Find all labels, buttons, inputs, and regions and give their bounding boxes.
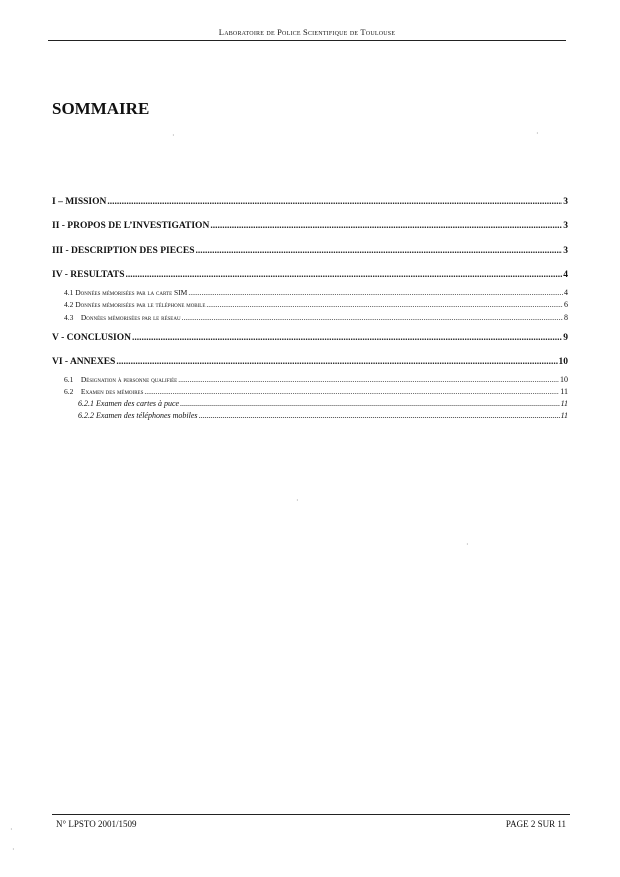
toc-page-number: 4: [563, 270, 568, 280]
toc-entry-label: 6.2.2 Examen des téléphones mobiles: [78, 411, 198, 420]
toc-entry-4-1[interactable]: [64, 288, 568, 298]
toc-entry-annexes[interactable]: [52, 356, 568, 368]
toc-entry-4-3[interactable]: [64, 313, 568, 323]
toc-entry-6-2-1[interactable]: [78, 399, 568, 409]
toc-page-number: 3: [563, 221, 568, 231]
document-header: Laboratoire de Police Scientifique de Toulouse: [218, 27, 396, 37]
toc-leader-dots: [178, 375, 559, 385]
toc-entry-label: 4.3 Données mémorisées par le réseau: [64, 313, 181, 322]
toc-page-number: 3: [563, 197, 568, 207]
toc-leader-dots: [210, 220, 562, 232]
toc-leader-dots: [116, 356, 557, 368]
page-indicator: PAGE 2 SUR 11: [505, 819, 566, 829]
toc-leader-dots: [196, 245, 563, 257]
toc-entry-label: V - CONCLUSION: [52, 333, 132, 343]
toc-page-number: 9: [563, 333, 568, 343]
toc-entry-label: IV - RESULTATS: [52, 270, 125, 280]
toc-entry-propos[interactable]: [52, 220, 568, 232]
toc-entry-label: 6.1 Désignation à personne qualifiée: [64, 375, 178, 384]
toc-page-number: 6: [564, 300, 568, 309]
toc-page-number: 3: [563, 246, 568, 256]
toc-leader-dots: [180, 399, 560, 409]
toc-page-number: 8: [564, 313, 568, 322]
toc-entry-label: 6.2.1 Examen des cartes à puce: [78, 399, 180, 408]
toc-leader-dots: [206, 300, 563, 310]
toc-entry-label: VI - ANNEXES: [52, 357, 116, 367]
toc-entry-label: III - DESCRIPTION DES PIECES: [52, 246, 195, 256]
toc-page-number: 11: [560, 387, 568, 396]
toc-entry-mission[interactable]: [52, 196, 568, 208]
toc-leader-dots: [132, 332, 562, 344]
scan-speck: ·: [172, 131, 175, 140]
toc-entry-4-2[interactable]: [64, 300, 568, 310]
scan-speck: ·: [10, 825, 13, 834]
toc-entry-6-2[interactable]: [64, 387, 568, 397]
toc-entry-resultats[interactable]: [52, 269, 568, 281]
scan-speck: ·: [296, 496, 299, 505]
toc-leader-dots: [144, 387, 559, 397]
toc-leader-dots: [199, 411, 560, 421]
toc-page-number: 10: [558, 357, 568, 367]
toc-entry-label: 4.1 Données mémorisées par la carte SIM: [64, 288, 188, 297]
toc-leader-dots: [182, 313, 563, 323]
toc-entry-label: 4.2 Données mémorisées par le téléphone mobile: [64, 300, 206, 309]
toc-entry-description[interactable]: [52, 245, 568, 257]
toc-entry-conclusion[interactable]: [52, 332, 568, 344]
toc-page-number: 11: [560, 411, 568, 420]
toc-leader-dots: [107, 196, 562, 208]
scan-speck: ·: [466, 540, 469, 549]
toc-entry-6-1[interactable]: [64, 375, 568, 385]
toc-entry-label: 6.2 Examen des mémoires: [64, 387, 144, 396]
header-divider: [48, 40, 566, 41]
toc-leader-dots: [126, 269, 563, 281]
toc-page-number: 11: [560, 399, 568, 408]
toc-entry-label: I – MISSION: [52, 197, 107, 207]
toc-entry-label: II - PROPOS DE L’INVESTIGATION: [52, 221, 210, 231]
scan-speck: ·: [12, 845, 15, 854]
document-reference: N° LPSTO 2001/1509: [56, 819, 137, 829]
page-title: SOMMAIRE: [52, 99, 150, 118]
footer-divider: [52, 814, 570, 815]
toc-leader-dots: [188, 288, 563, 298]
toc-page-number: 4: [564, 288, 568, 297]
scan-speck: ·: [536, 129, 539, 138]
toc-page-number: 10: [560, 375, 568, 384]
toc-entry-6-2-2[interactable]: [78, 411, 568, 421]
